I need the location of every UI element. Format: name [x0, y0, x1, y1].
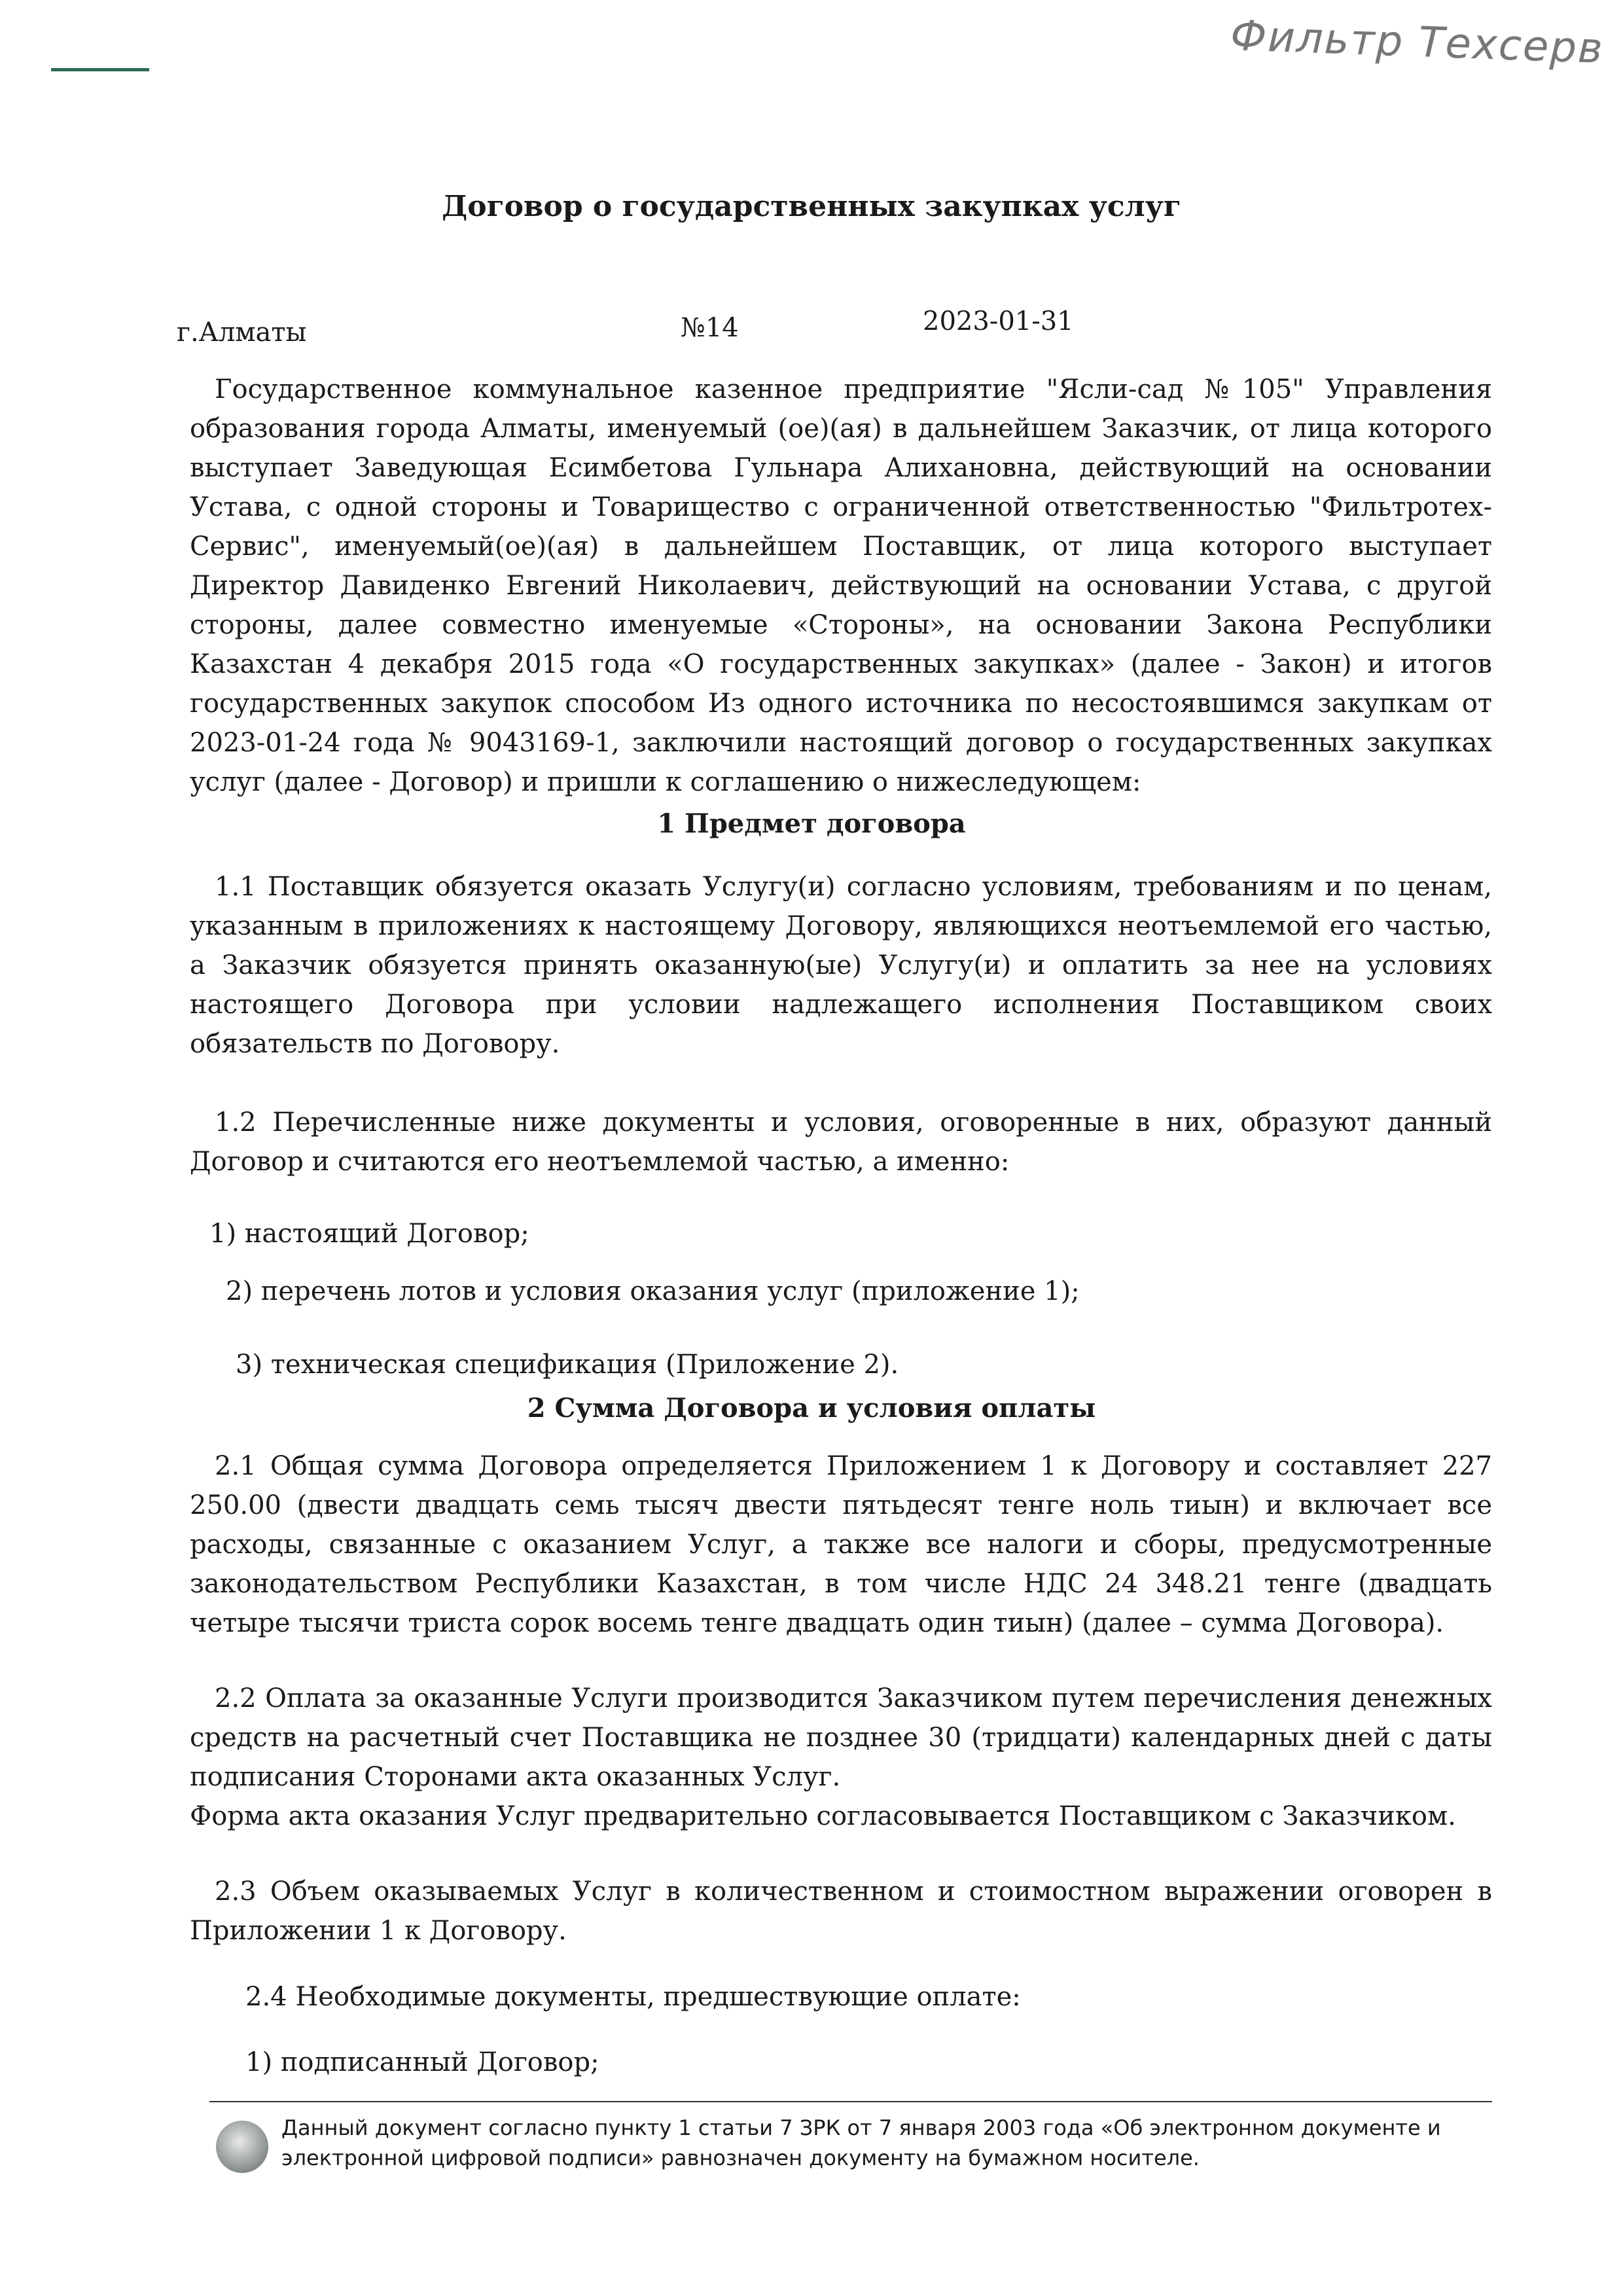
preamble-paragraph: Государственное коммунальное казенное предприятие "Ясли-сад №105" Управления образования города Алматы, именуемый (ое)(ая) в дальнейшем Заказчик, от лица которого выступает Заведующая Есимбетова Гульнара Алихановна, действующий на основании Устава, с одной стороны и Товарищество с ограниченной ответственностью "Фильтротех-Сервис", именуемый(ое)(ая) в дальнейшем Поставщик, от лица которого выступает Директор Давиденко Евгений Николаевич, действующий на основании Устава, с другой стороны, далее совместно именуемые «Стороны», на основании Закона Республики Казахстан 4 декабря 2015 года «О государственных закупках» (далее - Закон) и итогов государственных закупок способом Из одного источника по несостоявшимся закупкам от 2023-01-24 года № 9043169-1, заключили настоящий договор о государственных закупках услуг (далее - Договор) и пришли к соглашению о нижеследующем: [190, 374, 1492, 797]
list-item: 1) подписанный Договор; [245, 2047, 599, 2077]
clause-1-2: 1.2 Перечисленные ниже документы и условия, оговоренные в них, образуют данный Договор и считаются его неотъемлемой частью, а именно: [190, 1107, 1492, 1177]
handwritten-note: Фильтр Техсерв [1229, 12, 1605, 73]
corner-mark [51, 68, 149, 71]
list-item: 1) настоящий Договор; [209, 1219, 529, 1249]
clause-2-2-note: Форма акта оказания Услуг предварительно согласовывается Поставщиком с Заказчиком. [190, 1801, 1456, 1831]
clause-2-4: 2.4 Необходимые документы, предшествующие оплате: [245, 1982, 1021, 2012]
document-title: Договор о государственных закупках услуг [442, 190, 1181, 223]
contract-number: №14 [681, 313, 739, 343]
section-2-title: 2 Сумма Договора и условия оплаты [527, 1393, 1096, 1424]
contract-date: 2023-01-31 [923, 306, 1074, 336]
section-1-title: 1 Предмет договора [657, 808, 966, 839]
contract-city: г.Алматы [177, 317, 307, 348]
footer-disclaimer: Данный документ согласно пункту 1 статьи 7 ЗРК от 7 января 2003 года «Об электронном документе и электронной цифровой подписи» равнозначен документу на бумажном носителе. [281, 2115, 1441, 2170]
egov-seal-icon [216, 2121, 268, 2173]
footer-divider [209, 2101, 1492, 2102]
list-item: 2) перечень лотов и условия оказания услуг (приложение 1); [226, 1276, 1080, 1306]
clause-2-2: 2.2 Оплата за оказанные Услуги производится Заказчиком путем перечисления денежных средств на расчетный счет Поставщика не позднее 30 (тридцати) календарных дней с даты подписания Сторонами акта оказанных Услуг. [190, 1683, 1492, 1792]
list-item: 3) техническая спецификация (Приложение 2). [236, 1350, 899, 1380]
clause-2-1: 2.1 Общая сумма Договора определяется Приложением 1 к Договору и составляет 227 250.00 (двести двадцать семь тысяч двести пятьдесят тенге ноль тиын) и включает все расходы, связанные с оказанием Услуг, а также все налоги и сборы, предусмотренные законодательством Республики Казахстан, в том числе НДС 24 348.21 тенге (двадцать четыре тысячи триста сорок восемь тенге двадцать один тиын) (далее – сумма Договора). [190, 1451, 1492, 1638]
clause-2-3: 2.3 Объем оказываемых Услуг в количественном и стоимостном выражении оговорен в Приложении 1 к Договору. [190, 1876, 1492, 1946]
clause-1-1: 1.1 Поставщик обязуется оказать Услугу(и) согласно условиям, требованиям и по ценам, указанным в приложениях к настоящему Договору, являющихся неотъемлемой его частью, а Заказчик обязуется принять оказанную(ые) Услугу(и) и оплатить за нее на условиях настоящего Договора при условии надлежащего исполнения Поставщиком своих обязательств по Договору. [190, 872, 1492, 1059]
